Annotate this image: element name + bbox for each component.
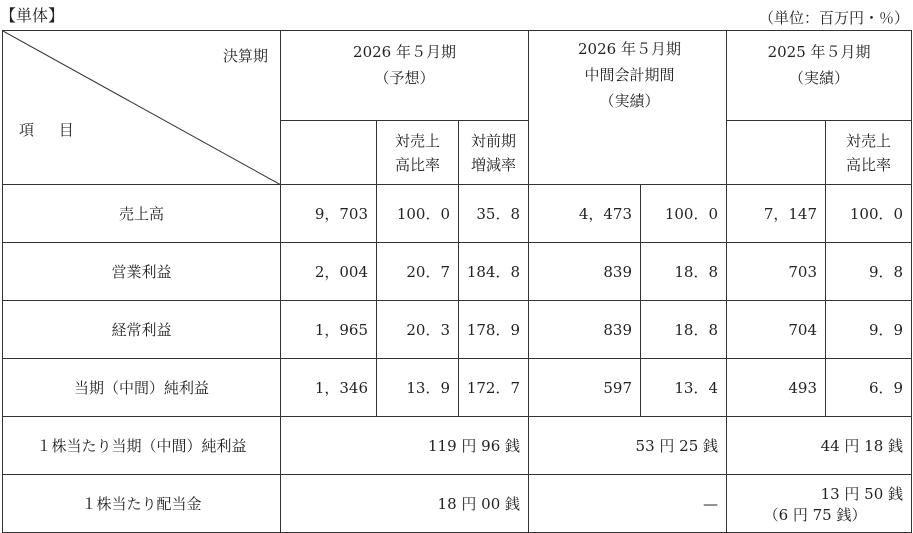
eps-row	[3, 417, 912, 475]
interim-period-title: 2026 年５月期	[578, 40, 681, 58]
forecast-value: 9，703	[281, 185, 377, 243]
prior-ratio: 100．0	[826, 185, 912, 243]
dps-forecast: 18 円 00 銭	[281, 475, 529, 533]
item-header-label: 項 目	[19, 121, 84, 139]
forecast-yoy: 35．8	[459, 185, 529, 243]
forecast-value-subheader	[281, 121, 377, 185]
interim-value: 839	[529, 301, 641, 359]
dps-prior: 13 円 50 銭	[820, 484, 904, 503]
row-label: 営業利益	[3, 243, 281, 301]
row-label: 経常利益	[3, 301, 281, 359]
prior-ratio: 9．9	[826, 301, 912, 359]
prior-value: 493	[727, 359, 826, 417]
prior-ratio: 6．9	[826, 359, 912, 417]
interim-period-label	[533, 36, 726, 114]
prior-value: 704	[727, 301, 826, 359]
ratio-subheader-line1: 対売上	[846, 131, 892, 150]
interim-period-note: （実績）	[599, 92, 660, 110]
table-row	[3, 359, 912, 417]
dps-prior-note: （6 円 75 銭）	[763, 505, 867, 524]
forecast-yoy: 184．8	[459, 243, 529, 301]
table-row	[3, 301, 912, 359]
interim-value: 597	[529, 359, 641, 417]
forecast-period-header	[281, 31, 529, 121]
prior-period-header	[727, 31, 912, 121]
eps-prior: 44 円 18 銭	[727, 417, 912, 475]
dps-label: １株当たり配当金	[3, 475, 281, 533]
prior-ratio-subheader	[826, 121, 912, 185]
row-label: 売上高	[3, 185, 281, 243]
section-caption: 【単体】	[0, 6, 65, 25]
forecast-value: 1，965	[281, 301, 377, 359]
forecast-ratio: 13．9	[377, 359, 459, 417]
period-header-label: 決算期	[222, 47, 268, 65]
forecast-value: 2，004	[281, 243, 377, 301]
prior-ratio: 9．8	[826, 243, 912, 301]
dps-interim: —	[529, 475, 727, 533]
prior-period-title: 2025 年５月期	[767, 43, 871, 61]
prior-value: 7，147	[727, 185, 826, 243]
interim-value: 4，473	[529, 185, 641, 243]
row-label: 当期（中間）純利益	[3, 359, 281, 417]
forecast-ratio: 20．3	[377, 301, 459, 359]
interim-value: 839	[529, 243, 641, 301]
forecast-yoy: 172．7	[459, 359, 529, 417]
ratio-subheader-line2: 高比率	[846, 155, 892, 174]
interim-ratio: 18．8	[641, 243, 727, 301]
eps-interim: 53 円 25 銭	[529, 417, 727, 475]
forecast-period-note: （予想）	[374, 69, 435, 87]
table-row	[3, 185, 912, 243]
prior-period-note: （実績）	[789, 69, 850, 87]
interim-ratio: 100．0	[641, 185, 727, 243]
interim-ratio: 13．4	[641, 359, 727, 417]
dps-prior-cell	[727, 475, 912, 533]
forecast-ratio: 20．7	[377, 243, 459, 301]
forecast-period-title: 2026 年５月期	[353, 43, 456, 61]
interim-period-title2: 中間会計期間	[584, 66, 675, 84]
ratio-subheader-line2: 高比率	[394, 155, 440, 174]
prior-value: 703	[727, 243, 826, 301]
eps-forecast: 119 円 96 銭	[281, 417, 529, 475]
financial-summary-table	[2, 30, 912, 533]
yoy-subheader-line2: 増減率	[471, 155, 517, 174]
ratio-subheader-line1: 対売上	[394, 131, 440, 150]
interim-ratio: 18．8	[641, 301, 727, 359]
corner-header-cell	[3, 31, 281, 185]
forecast-ratio-subheader	[377, 121, 459, 185]
eps-label: １株当たり当期（中間）純利益	[3, 417, 281, 475]
unit-note: （単位：百万円・％）	[758, 9, 909, 27]
table-row	[3, 243, 912, 301]
forecast-ratio: 100．0	[377, 185, 459, 243]
yoy-subheader-line1: 対前期	[471, 131, 517, 150]
forecast-yoy: 178．9	[459, 301, 529, 359]
dps-row	[3, 475, 912, 533]
forecast-value: 1，346	[281, 359, 377, 417]
forecast-yoy-subheader	[459, 121, 529, 185]
prior-value-subheader	[727, 121, 826, 185]
